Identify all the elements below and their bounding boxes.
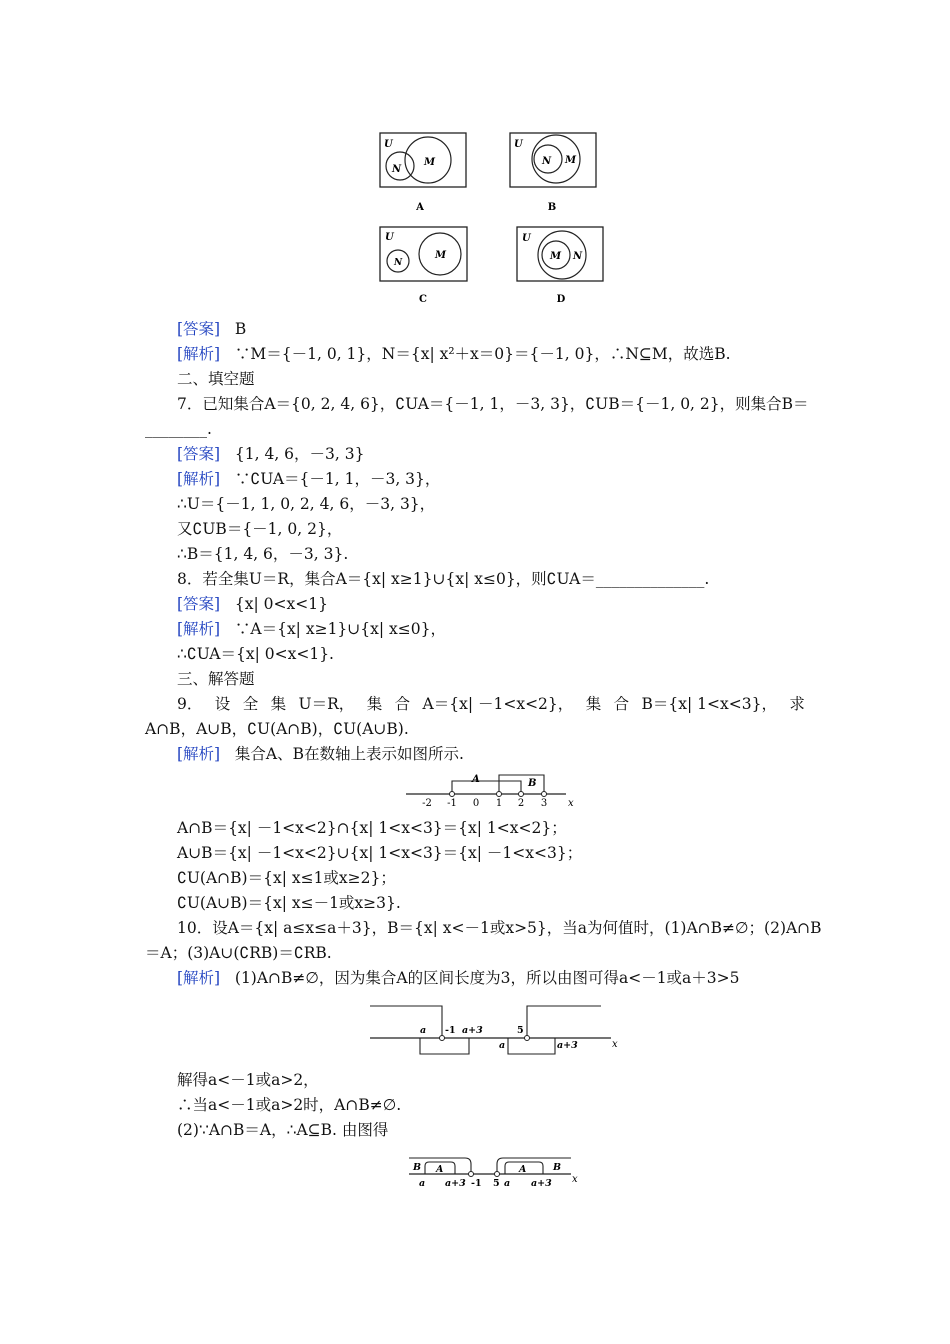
analysis-text: ∵∁UA＝{－1, 1，－3, 3}， xyxy=(234,470,441,488)
venn-c-m: M xyxy=(435,250,447,261)
label-a-plus-3: a+3 xyxy=(557,1040,578,1051)
answer-tag: [答案] xyxy=(177,595,221,613)
number-line-case-2 xyxy=(405,1152,585,1192)
q9-part: B＝{x| 1<x<3}， xyxy=(641,695,777,713)
q7-analysis xyxy=(177,469,440,489)
answer-tag: [答案] xyxy=(177,320,221,338)
axis-x-label: x xyxy=(612,1039,618,1050)
number-line-1-svg xyxy=(400,770,585,810)
venn-d-u: U xyxy=(522,233,531,244)
q9-result-2: A∪B＝{x| －1<x<2}∪{x| 1<x<3}＝{x| －1<x<3}； xyxy=(177,844,583,862)
venn-b-universe xyxy=(510,133,596,187)
tick-5: 5 xyxy=(493,1178,500,1189)
venn-b-label: B xyxy=(547,202,557,213)
number-line-3-svg xyxy=(405,1152,585,1192)
answer-tag: [答案] xyxy=(177,445,221,463)
set-a-right xyxy=(508,1038,555,1054)
tick-label: -2 xyxy=(422,798,432,809)
tick-label: 1 xyxy=(495,798,503,809)
open-point xyxy=(519,792,524,797)
tick-label: -1 xyxy=(447,798,457,809)
q10-step-2: ∴当a<－1或a>2时，A∩B≠∅. xyxy=(177,1096,402,1114)
analysis-tag: [解析] xyxy=(177,620,221,638)
open-point xyxy=(525,1036,530,1041)
label-5: 5 xyxy=(517,1025,524,1036)
label-b: B xyxy=(413,1162,422,1173)
number-line-2-svg xyxy=(365,998,625,1060)
q6-answer xyxy=(177,319,246,339)
venn-diagram-options xyxy=(370,125,610,310)
q9-part: 合 xyxy=(613,695,630,713)
tick-neg1: -1 xyxy=(471,1178,482,1189)
venn-a-u: U xyxy=(384,139,393,150)
analysis-tag: [解析] xyxy=(177,345,221,363)
analysis-text: ∵A＝{x| x≥1}∪{x| x≤0}， xyxy=(234,620,446,638)
tick-a: a xyxy=(504,1178,511,1189)
label-neg1: -1 xyxy=(445,1025,456,1036)
q7-blank-end: ________. xyxy=(145,420,212,438)
analysis-text: ∵M＝{－1, 0, 1}，N＝{x| x²＋x＝0}＝{－1, 0}，∴N⊆M，故选B. xyxy=(234,345,731,363)
tick-label: 3 xyxy=(540,798,548,809)
label-a: a xyxy=(499,1040,506,1051)
tick-a-plus-3: a+3 xyxy=(445,1178,466,1189)
q9-part: U＝R， xyxy=(298,695,355,713)
q10-step-3: (2)∵A∩B＝A，∴A⊆B. 由图得 xyxy=(177,1121,389,1139)
venn-a-n: N xyxy=(392,164,402,175)
q10-step-1: 解得a<－1或a>2， xyxy=(177,1071,319,1089)
label-a: A xyxy=(472,774,480,785)
analysis-text: 集合A、B在数轴上表示如图所示. xyxy=(234,745,464,763)
analysis-tag: [解析] xyxy=(177,470,221,488)
venn-d-m: M xyxy=(550,251,562,262)
q9-part: 9． xyxy=(177,695,203,713)
number-line-case-1 xyxy=(365,998,625,1060)
analysis-tag: [解析] xyxy=(177,745,221,763)
q8-analysis-2: ∴∁UA＝{x| 0<x<1}. xyxy=(177,645,334,663)
axis-x-label: x xyxy=(572,1174,578,1185)
answer-text: {x| 0<x<1} xyxy=(234,595,328,613)
set-b-right xyxy=(527,1006,601,1038)
q10-question: 10．设A＝{x| a≤x≤a＋3}，B＝{x| x<－1或x>5}，当a为何值时，(1)A∩B≠∅；(2)A∩B xyxy=(177,919,822,937)
answer-text: {1, 4, 6，－3, 3} xyxy=(234,445,365,463)
venn-b-n: N xyxy=(542,156,552,167)
open-point xyxy=(495,1172,500,1177)
section-solve: 三、解答题 xyxy=(177,670,255,688)
q7-answer xyxy=(177,444,364,464)
venn-b-u: U xyxy=(514,139,523,150)
q9-result-4: ∁U(A∪B)＝{x| x≤－1或x≥3}. xyxy=(177,894,401,912)
answer-text: B xyxy=(234,320,247,338)
q9-part: 求 xyxy=(789,695,805,713)
venn-a-label: A xyxy=(416,202,424,213)
q8-question: 8．若全集U＝R，集合A＝{x| x≥1}∪{x| x≤0}，则∁UA＝______________. xyxy=(177,570,710,588)
open-point xyxy=(440,1036,445,1041)
q6-analysis xyxy=(177,344,731,364)
q9-question xyxy=(177,694,805,714)
q10-question-2: ＝A；(3)A∪(∁RB)＝∁RB. xyxy=(145,944,332,962)
q9-part: 集 xyxy=(366,695,383,713)
label-a: A xyxy=(436,1164,444,1175)
q7-analysis-3: 又∁UB＝{－1, 0, 2}， xyxy=(177,520,343,538)
q9-part: 合 xyxy=(394,695,411,713)
analysis-text: (1)A∩B≠∅，因为集合A的区间长度为3，所以由图可得a<－1或a＋3>5 xyxy=(234,969,740,987)
q7-question: 7．已知集合A＝{0, 2, 4, 6}，∁UA＝{－1, 1，－3, 3}，∁UB＝{－1, 0, 2}，则集合B＝ xyxy=(177,395,809,413)
set-a-left xyxy=(420,1038,469,1054)
section-fill-in: 二、填空题 xyxy=(177,370,255,388)
venn-c-label: C xyxy=(419,294,427,305)
q8-analysis xyxy=(177,619,446,639)
venn-d-label: D xyxy=(556,294,566,305)
axis-x-label: x xyxy=(568,798,574,809)
q9-part: 全 xyxy=(242,695,259,713)
label-b: B xyxy=(553,1162,562,1173)
venn-a-universe xyxy=(380,133,466,187)
q9-question-2: A∩B，A∪B，∁U(A∩B)，∁U(A∪B). xyxy=(145,720,409,738)
q7-analysis-4: ∴B＝{1, 4, 6，－3, 3}. xyxy=(177,545,349,563)
label-b: B xyxy=(528,778,537,789)
tick-label: 2 xyxy=(517,798,525,809)
venn-c-n: N xyxy=(394,258,403,268)
q8-answer xyxy=(177,594,328,614)
q7-analysis-2: ∴U＝{－1, 1, 0, 2, 4, 6，－3, 3}， xyxy=(177,495,436,513)
open-point xyxy=(469,1172,474,1177)
number-line-a-b xyxy=(400,770,585,810)
q9-analysis xyxy=(177,744,464,764)
label-a-plus-3: a+3 xyxy=(462,1025,483,1036)
q9-result-3: ∁U(A∩B)＝{x| x≤1或x≥2}； xyxy=(177,869,396,887)
q9-part: 设 xyxy=(214,695,231,713)
venn-d-n: N xyxy=(573,251,583,262)
q10-analysis xyxy=(177,968,740,988)
venn-a-m: M xyxy=(424,157,436,168)
venn-b-m: M xyxy=(565,155,577,166)
set-b-left xyxy=(370,1006,442,1038)
set-a-bracket xyxy=(452,781,521,794)
q9-result-1: A∩B＝{x| －1<x<2}∩{x| 1<x<3}＝{x| 1<x<2}； xyxy=(177,819,567,837)
label-a: a xyxy=(420,1025,427,1036)
q9-part: A＝{x| －1<x<2}， xyxy=(422,695,574,713)
tick-a-plus-3: a+3 xyxy=(531,1178,552,1189)
q9-part: 集 xyxy=(585,695,602,713)
tick-a: a xyxy=(419,1178,426,1189)
tick-label: 0 xyxy=(472,798,480,809)
venn-svg xyxy=(370,125,610,310)
analysis-tag: [解析] xyxy=(177,969,221,987)
q9-part: 集 xyxy=(270,695,287,713)
venn-c-u: U xyxy=(385,232,394,243)
label-a: A xyxy=(519,1164,527,1175)
open-point xyxy=(450,792,455,797)
open-point xyxy=(497,792,502,797)
open-point xyxy=(542,792,547,797)
